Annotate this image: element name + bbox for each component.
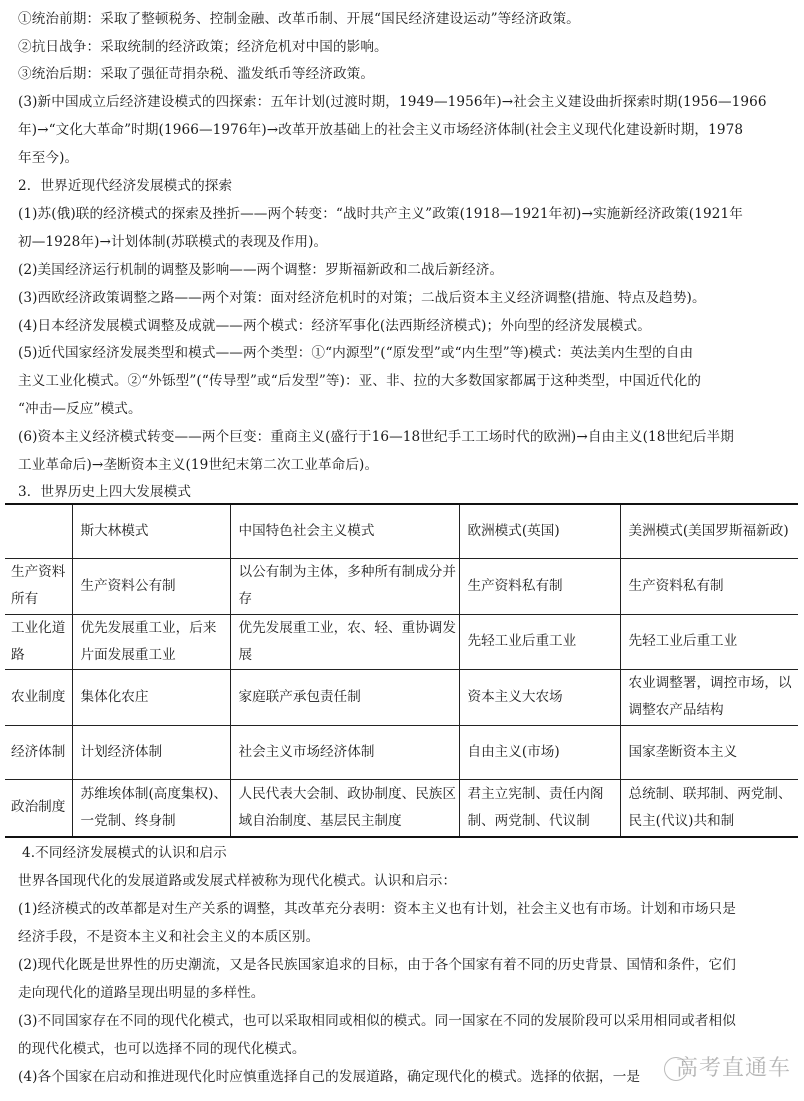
line-13: (5)近代国家经济发展类型和模式——两个类型：①“内源型”(“原发型”或“内生型”等)模式：英法美内生型的自由 bbox=[18, 345, 694, 361]
line-4: (3)新中国成立后经济建设模式的四探索：五年计划(过渡时期，1949—1956年)→社会主义建设曲折探索时期(1956—1966 bbox=[18, 94, 767, 110]
row-label: 工业化道路 bbox=[5, 614, 72, 669]
table-cell: 以公有制为主体，多种所有制成分并存 bbox=[230, 558, 459, 614]
line-5: 年)→“文化大革命”时期(1966—1976年)→改革开放基础上的社会主义市场经济体制(社会主义现代化建设新时期，1978 bbox=[18, 122, 744, 138]
watermark: 高考直通车 bbox=[676, 1056, 792, 1081]
line-b3: (1)经济模式的改革都是对生产关系的调整，其改革充分表明：资本主义也有计划，社会主义也有市场。计划和市场只是 bbox=[18, 901, 736, 917]
table-cell: 人民代表大会制、政协制度、民族区域自治制度、基层民主制度 bbox=[230, 779, 459, 837]
line-15: “冲击—反应”模式。 bbox=[18, 401, 142, 417]
table-cell: 生产资料私有制 bbox=[620, 558, 798, 614]
table-cell: 君主立宪制、责任内阁制、两党制、代议制 bbox=[459, 779, 620, 837]
table-cell: 总统制、联邦制、两党制、民主(代议)共和制 bbox=[620, 779, 798, 837]
row-label: 生产资料所有 bbox=[5, 558, 72, 614]
table-cell: 计划经济体制 bbox=[72, 725, 230, 779]
table-header-cell: 中国特色社会主义模式 bbox=[230, 504, 459, 558]
table-row bbox=[5, 558, 798, 614]
line-3: ③统治后期：采取了强征苛捐杂税、滥发纸币等经济政策。 bbox=[18, 66, 375, 82]
line-b7: (3)不同国家存在不同的现代化模式，也可以采取相同或相似的模式。同一国家在不同的发展阶段可以采用相同或者相似 bbox=[18, 1013, 736, 1029]
row-label: 农业制度 bbox=[5, 669, 72, 725]
table-cell: 集体化农庄 bbox=[72, 669, 230, 725]
table-cell: 苏维埃体制(高度集权)、一党制、终身制 bbox=[72, 779, 230, 837]
table-cell: 资本主义大农场 bbox=[459, 669, 620, 725]
table-cell: 生产资料公有制 bbox=[72, 558, 230, 614]
line-2: ②抗日战争：采取统制的经济政策；经济危机对中国的影响。 bbox=[18, 39, 388, 55]
row-label: 政治制度 bbox=[5, 779, 72, 837]
line-1: ①统治前期：采取了整顿税务、控制金融、改革币制、开展“国民经济建设运动”等经济政策。 bbox=[18, 11, 580, 27]
table-cell: 先轻工业后重工业 bbox=[620, 614, 798, 669]
table-header-cell: 斯大林模式 bbox=[72, 504, 230, 558]
table-row bbox=[5, 614, 798, 669]
table-cell: 优先发展重工业，后来片面发展重工业 bbox=[72, 614, 230, 669]
line-8: (1)苏(俄)联的经济模式的探索及挫折——两个转变：“战时共产主义”政策(1918—1921年初)→实施新经济政策(1921年 bbox=[18, 206, 743, 222]
section-heading-4: 4.不同经济发展模式的认识和启示 bbox=[22, 845, 227, 861]
table-row bbox=[5, 779, 798, 837]
row-label: 经济体制 bbox=[5, 725, 72, 779]
line-b8: 的现代化模式，也可以选择不同的现代化模式。 bbox=[18, 1041, 306, 1057]
line-b6: 走向现代化的道路呈现出明显的多样性。 bbox=[18, 985, 265, 1001]
line-6: 年至今)。 bbox=[18, 150, 79, 166]
development-models-table bbox=[5, 503, 798, 838]
table-cell: 社会主义市场经济体制 bbox=[230, 725, 459, 779]
table-cell: 农业调整署，调控市场，以调整农产品结构 bbox=[620, 669, 798, 725]
section-heading-2: 2．世界近现代经济发展模式的探索 bbox=[18, 178, 233, 194]
line-9: 初—1928年)→计划体制(苏联模式的表现及作用)。 bbox=[18, 234, 328, 250]
section-heading-3: 3．世界历史上四大发展模式 bbox=[18, 484, 192, 500]
table-header-cell: 美洲模式(美国罗斯福新政) bbox=[620, 504, 798, 558]
table-row bbox=[5, 725, 798, 779]
line-11: (3)西欧经济政策调整之路——两个对策：面对经济危机时的对策；二战后资本主义经济调整(措施、特点及趋势)。 bbox=[18, 290, 706, 306]
table-cell: 国家垄断资本主义 bbox=[620, 725, 798, 779]
line-16: (6)资本主义经济模式转变——两个巨变：重商主义(盛行于16—18世纪手工工场时代的欧洲)→自由主义(18世纪后半期 bbox=[18, 429, 734, 445]
table-header-cell: 欧洲模式(英国) bbox=[459, 504, 620, 558]
table-row bbox=[5, 669, 798, 725]
table-header-cell bbox=[5, 504, 72, 558]
line-b4: 经济手段，不是资本主义和社会主义的本质区别。 bbox=[18, 929, 320, 945]
table-cell: 家庭联产承包责任制 bbox=[230, 669, 459, 725]
table-cell: 优先发展重工业，农、轻、重协调发展 bbox=[230, 614, 459, 669]
line-17: 工业革命后)→垄断资本主义(19世纪末第二次工业革命后)。 bbox=[18, 457, 379, 473]
line-14: 主义工业化模式。②“外铄型”(“传导型”或“后发型”等)：亚、非、拉的大多数国家都属于这种类型，中国近代化的 bbox=[18, 373, 702, 389]
line-b2: 世界各国现代化的发展道路或发展式样被称为现代化模式。认识和启示： bbox=[18, 873, 457, 889]
table-cell: 自由主义(市场) bbox=[459, 725, 620, 779]
line-b9: (4)各个国家在启动和推进现代化时应慎重选择自己的发展道路，确定现代化的模式。选择的依据，一是 bbox=[18, 1069, 641, 1085]
line-10: (2)美国经济运行机制的调整及影响——两个调整：罗斯福新政和二战后新经济。 bbox=[18, 262, 504, 278]
table-cell: 先轻工业后重工业 bbox=[459, 614, 620, 669]
line-b5: (2)现代化既是世界性的历史潮流，又是各民族国家追求的目标，由于各个国家有着不同的历史背景、国情和条件，它们 bbox=[18, 957, 736, 973]
table-cell: 生产资料私有制 bbox=[459, 558, 620, 614]
line-12: (4)日本经济发展模式调整及成就——两个模式：经济军事化(法西斯经济模式)；外向型的经济发展模式。 bbox=[18, 318, 651, 334]
table-header-row bbox=[5, 504, 798, 558]
